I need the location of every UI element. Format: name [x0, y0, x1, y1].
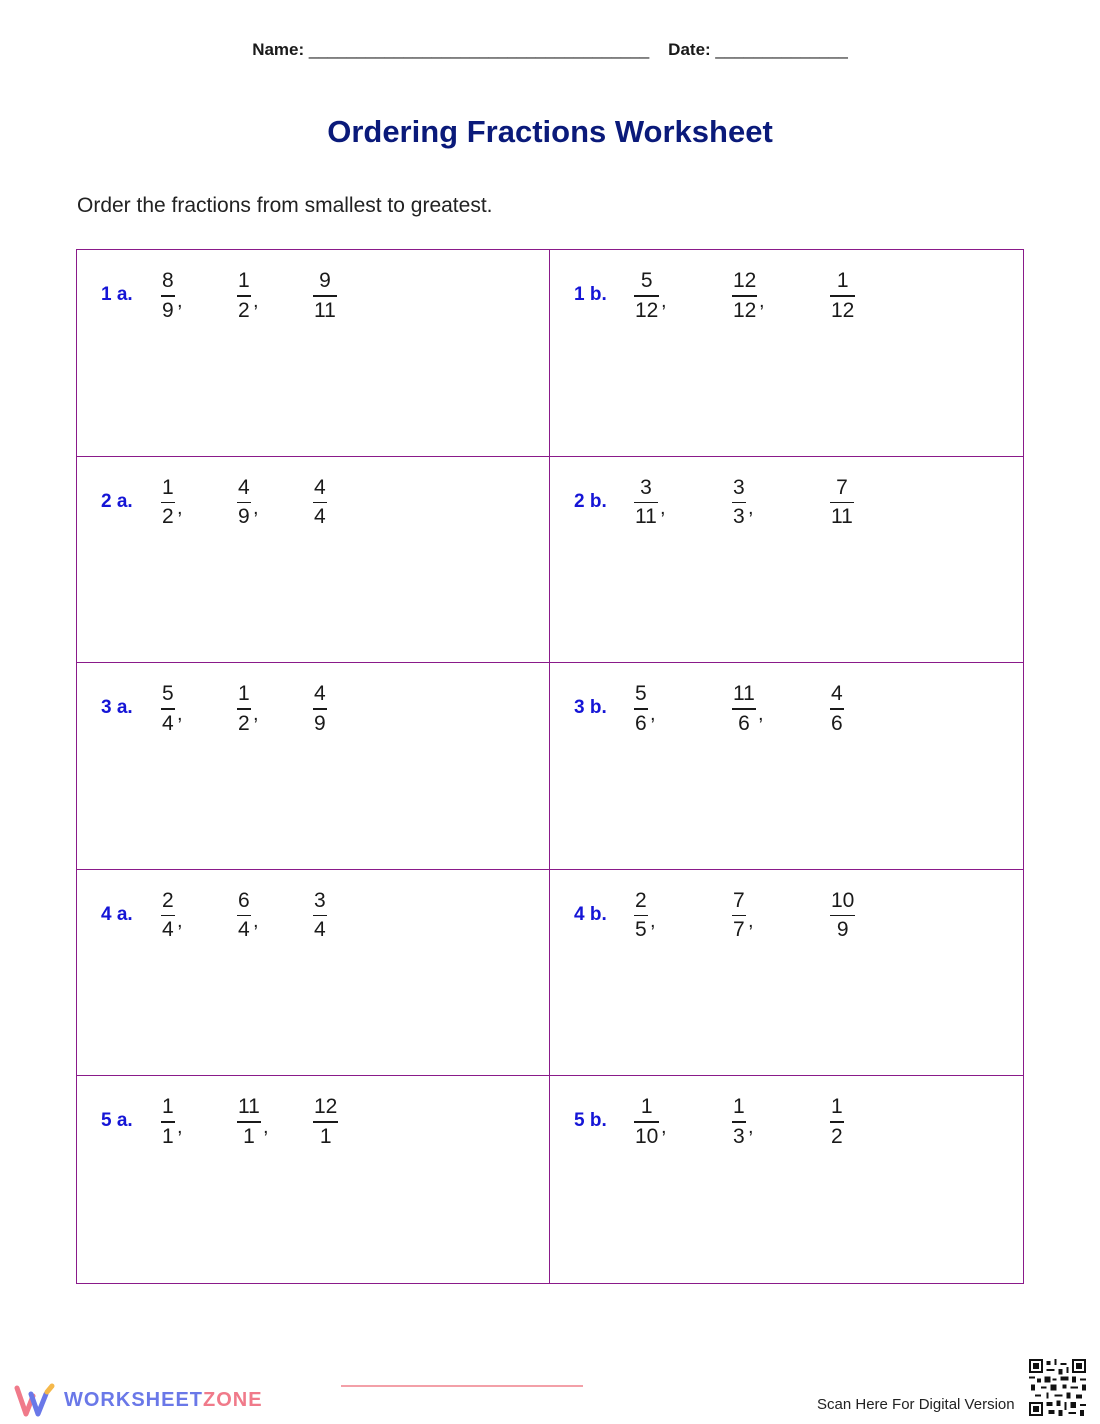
- fraction: [161, 1094, 175, 1150]
- fraction-bar: [161, 502, 175, 504]
- denominator: 6: [831, 711, 843, 735]
- numerator: 2: [635, 888, 647, 912]
- fraction-bar: [634, 1121, 659, 1123]
- fraction: [237, 475, 251, 531]
- fraction: [313, 888, 327, 944]
- problem-cell[interactable]: [550, 1076, 1023, 1283]
- separator-comma: ,: [177, 290, 183, 312]
- numerator: 5: [640, 269, 653, 292]
- qr-code-icon[interactable]: [1029, 1359, 1086, 1416]
- separator-comma: ,: [253, 703, 259, 726]
- numerator: 12: [314, 1095, 338, 1119]
- denominator: 4: [314, 505, 326, 529]
- fraction-bar: [732, 295, 757, 297]
- numerator: 4: [314, 475, 326, 499]
- problem-label: 5 b.: [574, 1110, 607, 1132]
- problem-grid: [76, 249, 1024, 1284]
- separator-comma: ,: [650, 703, 656, 726]
- separator-comma: ,: [748, 909, 754, 932]
- denominator: 5: [635, 918, 647, 942]
- separator-comma: ,: [253, 496, 259, 519]
- numerator: 8: [162, 269, 174, 292]
- denominator: 1: [162, 1124, 174, 1148]
- scan-caption: Scan Here For Digital Version: [817, 1396, 1015, 1413]
- fraction: [732, 475, 746, 531]
- separator-comma: ,: [748, 1116, 754, 1139]
- name-field[interactable]: ____________________________________: [308, 40, 650, 59]
- denominator: 4: [162, 918, 174, 942]
- denominator: 3: [733, 1124, 745, 1148]
- fraction: [161, 475, 175, 531]
- numerator: 1: [238, 269, 250, 292]
- fraction-bar: [732, 502, 746, 504]
- brand-accent: ZONE: [203, 1388, 263, 1411]
- denominator: 2: [162, 505, 174, 529]
- numerator: 7: [836, 475, 848, 499]
- numerator: 4: [238, 475, 250, 499]
- numerator: 12: [733, 269, 757, 292]
- fraction: [161, 681, 175, 737]
- fraction: [830, 268, 855, 324]
- fraction: [634, 268, 659, 324]
- problem-label: 2 a.: [101, 490, 133, 512]
- fraction-bar: [313, 915, 327, 917]
- separator-comma: ,: [660, 496, 666, 519]
- numerator: 6: [238, 888, 250, 912]
- separator-comma: ,: [748, 496, 754, 519]
- separator-comma: ,: [253, 290, 259, 312]
- problem-label: 3 b.: [574, 697, 607, 719]
- denominator: 2: [238, 711, 250, 735]
- denominator: 4: [314, 918, 326, 942]
- name-label: Name:: [252, 40, 305, 59]
- worksheetzone-logo: [14, 1382, 263, 1418]
- numerator: 1: [238, 682, 250, 706]
- problem-label: 2 b.: [574, 490, 607, 512]
- problem-cell[interactable]: [77, 1076, 550, 1283]
- fraction: [313, 475, 327, 531]
- denominator: 10: [635, 1124, 659, 1148]
- denominator: 9: [238, 505, 250, 529]
- fraction: [237, 268, 251, 324]
- denominator: 12: [635, 298, 659, 322]
- fraction: [732, 1094, 746, 1150]
- fraction: [732, 268, 757, 324]
- fraction: [161, 268, 175, 324]
- fraction: [634, 888, 648, 944]
- fraction: [237, 681, 251, 737]
- brand-name: [64, 1389, 263, 1412]
- fraction-bar: [313, 708, 327, 710]
- separator-comma: ,: [177, 703, 183, 726]
- separator-comma: ,: [759, 290, 765, 312]
- denominator: 4: [162, 711, 174, 735]
- fraction-bar: [237, 708, 251, 710]
- fraction-bar: [634, 708, 648, 710]
- fraction: [237, 1094, 261, 1150]
- separator-comma: ,: [177, 496, 183, 519]
- numerator: 1: [831, 1095, 843, 1119]
- numerator: 5: [162, 682, 174, 706]
- denominator: 12: [831, 298, 855, 322]
- date-label: Date:: [668, 40, 711, 59]
- numerator: 3: [640, 475, 652, 499]
- fraction: [634, 475, 658, 531]
- problem-cell[interactable]: [550, 663, 1023, 870]
- separator-comma: ,: [758, 703, 764, 726]
- separator-comma: ,: [650, 909, 656, 932]
- numerator: 5: [635, 682, 647, 706]
- numerator: 2: [162, 888, 174, 912]
- footer-divider: [341, 1385, 583, 1387]
- problem-cell[interactable]: [550, 457, 1023, 664]
- denominator: 2: [238, 298, 250, 322]
- denominator: 4: [238, 918, 250, 942]
- fraction-bar: [237, 295, 251, 297]
- fraction: [732, 888, 746, 944]
- problem-label: 4 a.: [101, 903, 133, 925]
- fraction-bar: [732, 915, 746, 917]
- denominator: 1: [243, 1124, 255, 1148]
- problem-cell[interactable]: [77, 870, 550, 1077]
- denominator: 12: [733, 298, 757, 322]
- numerator: 1: [640, 1095, 653, 1119]
- numerator: 1: [733, 1095, 745, 1119]
- numerator: 9: [319, 269, 331, 292]
- denominator: 11: [314, 298, 336, 322]
- fraction: [161, 888, 175, 944]
- denominator: 7: [733, 918, 745, 942]
- fraction-bar: [830, 708, 844, 710]
- denominator: 11: [831, 505, 853, 529]
- fraction: [830, 888, 855, 944]
- fraction: [313, 268, 337, 324]
- problem-cell[interactable]: [77, 663, 550, 870]
- numerator: 3: [733, 475, 745, 499]
- numerator: 1: [162, 1095, 174, 1119]
- numerator: 1: [836, 269, 849, 292]
- fraction-bar: [161, 1121, 175, 1123]
- separator-comma: ,: [263, 1116, 269, 1139]
- fraction-bar: [830, 915, 855, 917]
- problem-cell[interactable]: [77, 250, 550, 457]
- separator-comma: ,: [253, 909, 259, 932]
- problem-cell[interactable]: [77, 457, 550, 664]
- fraction-bar: [732, 1121, 746, 1123]
- date-field[interactable]: ______________: [715, 40, 848, 59]
- problem-label: 1 b.: [574, 284, 607, 305]
- numerator: 7: [733, 888, 745, 912]
- fraction-bar: [634, 915, 648, 917]
- denominator: 9: [162, 298, 174, 322]
- separator-comma: ,: [177, 1116, 183, 1139]
- fraction: [634, 1094, 659, 1150]
- denominator: 9: [836, 918, 849, 942]
- separator-comma: ,: [661, 290, 667, 312]
- denominator: 6: [635, 711, 647, 735]
- fraction-bar: [634, 502, 658, 504]
- fraction-bar: [313, 502, 327, 504]
- instructions: Order the fractions from smallest to greatest.: [77, 194, 493, 217]
- fraction-bar: [237, 915, 251, 917]
- numerator: 3: [314, 888, 326, 912]
- fraction-bar: [237, 502, 251, 504]
- problem-label: 1 a.: [101, 284, 133, 305]
- fraction-bar: [634, 295, 659, 297]
- fraction: [830, 475, 854, 531]
- separator-comma: ,: [177, 909, 183, 932]
- fraction-bar: [830, 1121, 844, 1123]
- fraction-bar: [313, 295, 337, 297]
- fraction: [634, 681, 648, 737]
- numerator: 4: [831, 682, 843, 706]
- fraction: [732, 681, 756, 737]
- fraction: [237, 888, 251, 944]
- fraction-bar: [161, 708, 175, 710]
- separator-comma: ,: [661, 1116, 667, 1139]
- denominator: 11: [635, 505, 657, 529]
- brand-main: WORKSHEET: [64, 1388, 203, 1411]
- problem-label: 4 b.: [574, 903, 607, 925]
- problem-cell[interactable]: [550, 870, 1023, 1077]
- page-title: Ordering Fractions Worksheet: [327, 114, 773, 149]
- numerator: 11: [733, 682, 755, 706]
- denominator: 3: [733, 505, 745, 529]
- fraction: [830, 1094, 844, 1150]
- numerator: 1: [162, 475, 174, 499]
- name-date-line: [0, 40, 1100, 60]
- denominator: 6: [738, 711, 750, 735]
- denominator: 2: [831, 1124, 843, 1148]
- problem-label: 5 a.: [101, 1110, 133, 1132]
- fraction-bar: [237, 1121, 261, 1123]
- problem-cell[interactable]: [550, 250, 1023, 457]
- fraction-bar: [161, 295, 175, 297]
- fraction-bar: [732, 708, 756, 710]
- numerator: 11: [238, 1095, 260, 1119]
- problem-label: 3 a.: [101, 697, 133, 719]
- numerator: 4: [314, 682, 326, 706]
- logo-w-icon: [14, 1382, 56, 1418]
- fraction: [313, 681, 327, 737]
- fraction-bar: [830, 502, 854, 504]
- fraction-bar: [830, 295, 855, 297]
- numerator: 10: [831, 888, 855, 912]
- fraction: [830, 681, 844, 737]
- fraction-bar: [313, 1121, 338, 1123]
- denominator: 1: [319, 1124, 332, 1148]
- fraction-bar: [161, 915, 175, 917]
- fraction: [313, 1094, 338, 1150]
- denominator: 9: [314, 711, 326, 735]
